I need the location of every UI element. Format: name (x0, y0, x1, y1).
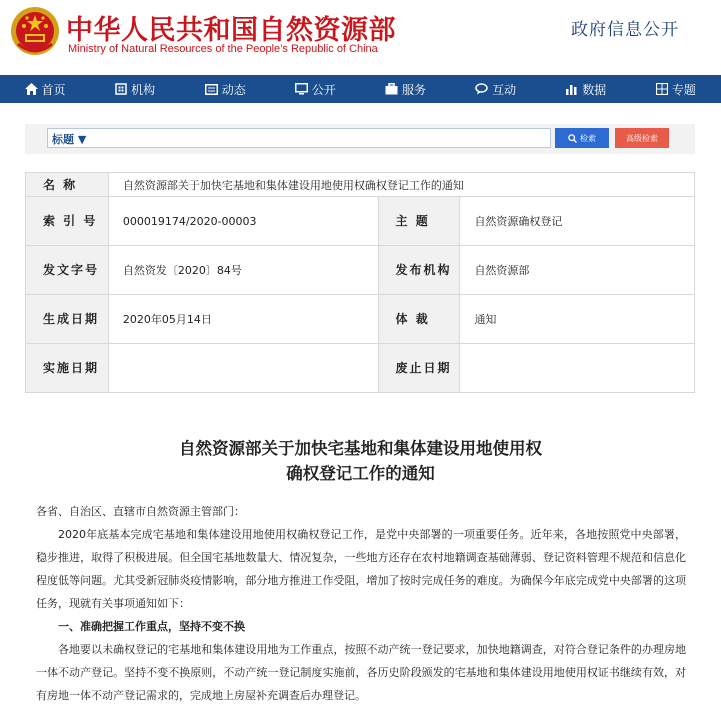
date-label: 生成日期 (26, 295, 109, 344)
effective-value (108, 344, 378, 393)
date-value: 2020年05月14日 (108, 295, 378, 344)
expiry-label: 废止日期 (378, 344, 460, 393)
document-title-line1: 自然资源部关于加快宅基地和集体建设用地使用权 (179, 439, 542, 458)
monitor-icon (295, 83, 308, 95)
genre-value: 通知 (460, 295, 695, 344)
nav-item-public[interactable] (270, 81, 360, 98)
briefcase-icon (385, 83, 398, 95)
index-value: 000019174/2020-00003 (108, 197, 378, 246)
nav-item-news[interactable] (180, 81, 270, 98)
search-icon (568, 134, 577, 143)
docno-value: 自然资发〔2020〕84号 (108, 246, 378, 295)
document-title-line2: 确权登记工作的通知 (286, 464, 435, 483)
genre-label: 体 裁 (378, 295, 460, 344)
search-button[interactable] (555, 128, 609, 148)
name-value: 自然资源部关于加快宅基地和集体建设用地使用权确权登记工作的通知 (108, 173, 694, 197)
news-icon (205, 84, 218, 95)
issuer-label: 发布机构 (378, 246, 460, 295)
building-icon (115, 83, 127, 95)
document-meta-table (25, 172, 695, 393)
effective-label: 实施日期 (26, 344, 109, 393)
ministry-name-cn: 中华人民共和国自然资源部 (66, 15, 396, 46)
docno-label: 发文字号 (26, 246, 109, 295)
name-label: 名 称 (26, 173, 109, 197)
nav-label-service: 服务 (402, 82, 427, 97)
section-heading-1: 一、准确把握工作重点，坚持不变不换 (58, 620, 245, 633)
grid-icon (656, 83, 668, 95)
gov-info-title[interactable]: 政府信息公开 (571, 20, 679, 40)
search-bar (25, 124, 695, 154)
nav-item-org[interactable] (90, 81, 180, 98)
paragraph-2: 各地要以未确权登记的宅基地和集体建设用地为工作重点，按照不动产统一登记要求，加快地籍调查，对符合登记条件的办理房地一体不动产登记。坚持不变不换原则，不动产统一登记制度实施前，各历史阶段颁发的宅基地和集体建设用地使用权证书继续有效，对有房地一体不动产登记需求的，完成地上房屋补充调查后办理登记。 (36, 643, 686, 702)
site-header (0, 0, 721, 75)
salutation: 各省、自治区、直辖市自然资源主管部门： (36, 505, 245, 518)
document-title (0, 436, 721, 486)
bar-chart-icon (565, 83, 578, 95)
index-label: 索 引 号 (26, 197, 109, 246)
advanced-search-button[interactable] (615, 128, 669, 148)
home-icon (25, 83, 38, 95)
national-emblem-icon (10, 6, 60, 58)
document-body (36, 500, 686, 707)
nav-label-data: 数据 (582, 82, 607, 97)
topic-label: 主 题 (378, 197, 460, 246)
nav-item-topic[interactable] (631, 81, 721, 98)
paragraph-1: 2020年底基本完成宅基地和集体建设用地使用权确权登记工作，是党中央部署的一项重要任务。近年来，各地按照党中央部署，稳步推进，取得了积极进展。但全国宅基地数量大、情况复杂，一些地方还存在农村地籍调查基础薄弱、登记资料管理不规范和信息化程度低等问题。尤其受新冠肺炎疫情影响，部分地方推进工作受阻，增加了按时完成任务的难度。为确保今年底完成党中央部署的这项任务，现就有关事项通知如下： (36, 528, 686, 610)
chat-icon (475, 83, 488, 95)
search-button-label: 检索 (580, 133, 596, 143)
advanced-search-label: 高级检索 (626, 133, 658, 143)
nav-label-news: 动态 (221, 82, 246, 97)
nav-label-interact: 互动 (492, 82, 517, 97)
nav-label-public: 公开 (311, 82, 336, 97)
search-input[interactable] (47, 128, 551, 148)
search-field-select[interactable]: 标题 ▼ (52, 133, 87, 146)
nav-item-home[interactable] (0, 81, 90, 98)
nav-label-home: 首页 (41, 82, 66, 97)
nav-item-data[interactable] (541, 81, 631, 98)
nav-label-topic: 专题 (671, 82, 696, 97)
topic-value: 自然资源确权登记 (460, 197, 695, 246)
nav-item-service[interactable] (361, 81, 451, 98)
main-nav (0, 75, 721, 103)
issuer-value: 自然资源部 (460, 246, 695, 295)
nav-label-org: 机构 (131, 82, 156, 97)
ministry-name-en: Ministry of Natural Resources of the People’s Republic of China (68, 43, 378, 55)
expiry-value (460, 344, 695, 393)
nav-item-interact[interactable] (451, 81, 541, 98)
